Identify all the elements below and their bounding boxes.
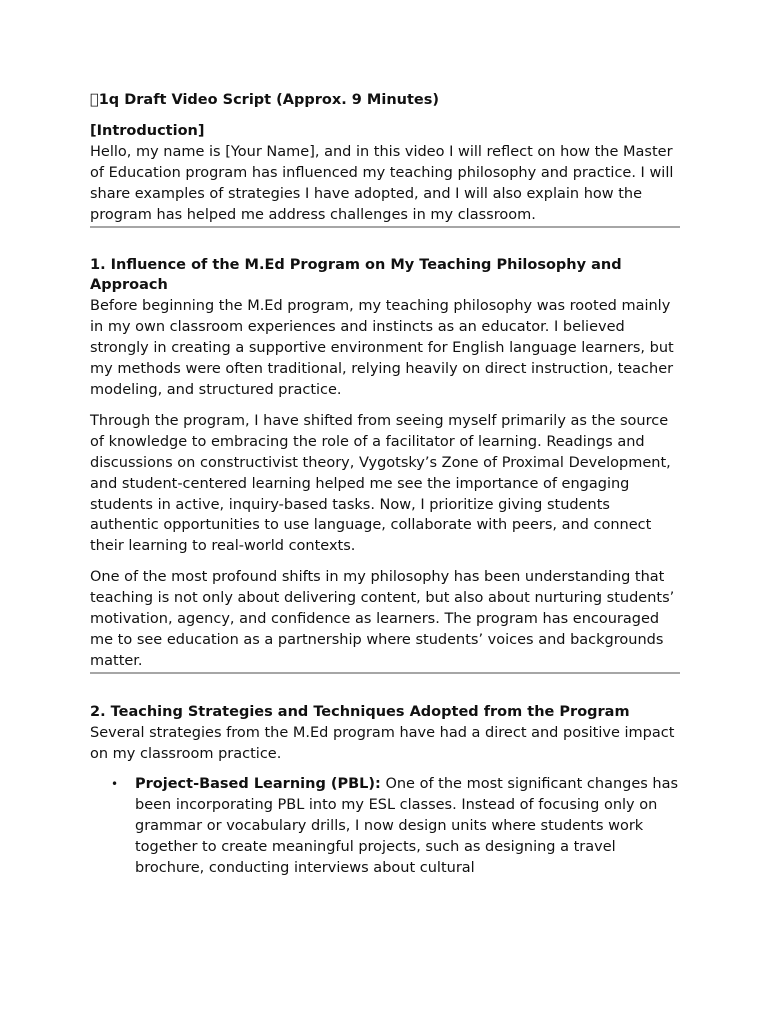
section-divider [90, 226, 680, 228]
document-page [90, 90, 680, 879]
intro-heading: [Introduction] [90, 123, 205, 139]
list-item-text: One of the most significant changes has been incorporating PBL into my ESL classes. Instead of focusing only on grammar or vocabulary drills, I now design units where students work together to create meaningful projects, such as designing a travel brochure, conducting interviews about cultural [135, 776, 679, 877]
list-item-term: Project-Based Learning (PBL): [135, 776, 381, 793]
section-2-heading: 2. Teaching Strategies and Techniques Adopted from the Program [90, 703, 630, 720]
intro-paragraph: Hello, my name is [Your Name], and in this video I will reflect on how the Master of Education program has influenced my teaching philosophy and practice. I will share examples of strategies I have adopted, and I will also explain how the program has helped me address challenges in my classroom. [90, 143, 674, 223]
list-item [90, 774, 680, 879]
bullet-icon: • [111, 777, 119, 792]
section-1-paragraph: Before beginning the M.Ed program, my teaching philosophy was rooted mainly in my own classroom experiences and instincts as an educator. I believed strongly in creating a supportive environment for English language learners, but my methods were often traditional, relying heavily on direct instruction, teacher modeling, and structured practice. [90, 298, 674, 398]
section-2-intro: Several strategies from the M.Ed program have had a direct and positive impact on my classroom practice. [90, 724, 675, 762]
strategy-list [90, 774, 680, 879]
section-1-paragraph: Through the program, I have shifted from seeing myself primarily as the source of knowledge to embracing the role of a facilitator of learning. Readings and discussions on constructivist theory, Vygotsky’s Zone of Proximal Development, and student-centered learning helped me see the importance of engaging students in active, inquiry-based tasks. Now, I prioritize giving students authentic opportunities to use language, collaborate with peers, and connect their learning to real-world contexts. [90, 412, 671, 555]
document-title:  1q Draft Video Script (Approx. 9 Minutes) [90, 92, 439, 108]
section-1-heading: 1. Influence of the M.Ed Program on My Teaching Philosophy and Approach [90, 256, 622, 294]
section-1-paragraph: One of the most profound shifts in my philosophy has been understanding that teaching is not only about delivering content, but also about nurturing students’ motivation, agency, and confidence as learners. The program has encouraged me to see education as a partnership where students’ voices and backgrounds matter. [90, 569, 675, 669]
section-divider [90, 672, 680, 674]
